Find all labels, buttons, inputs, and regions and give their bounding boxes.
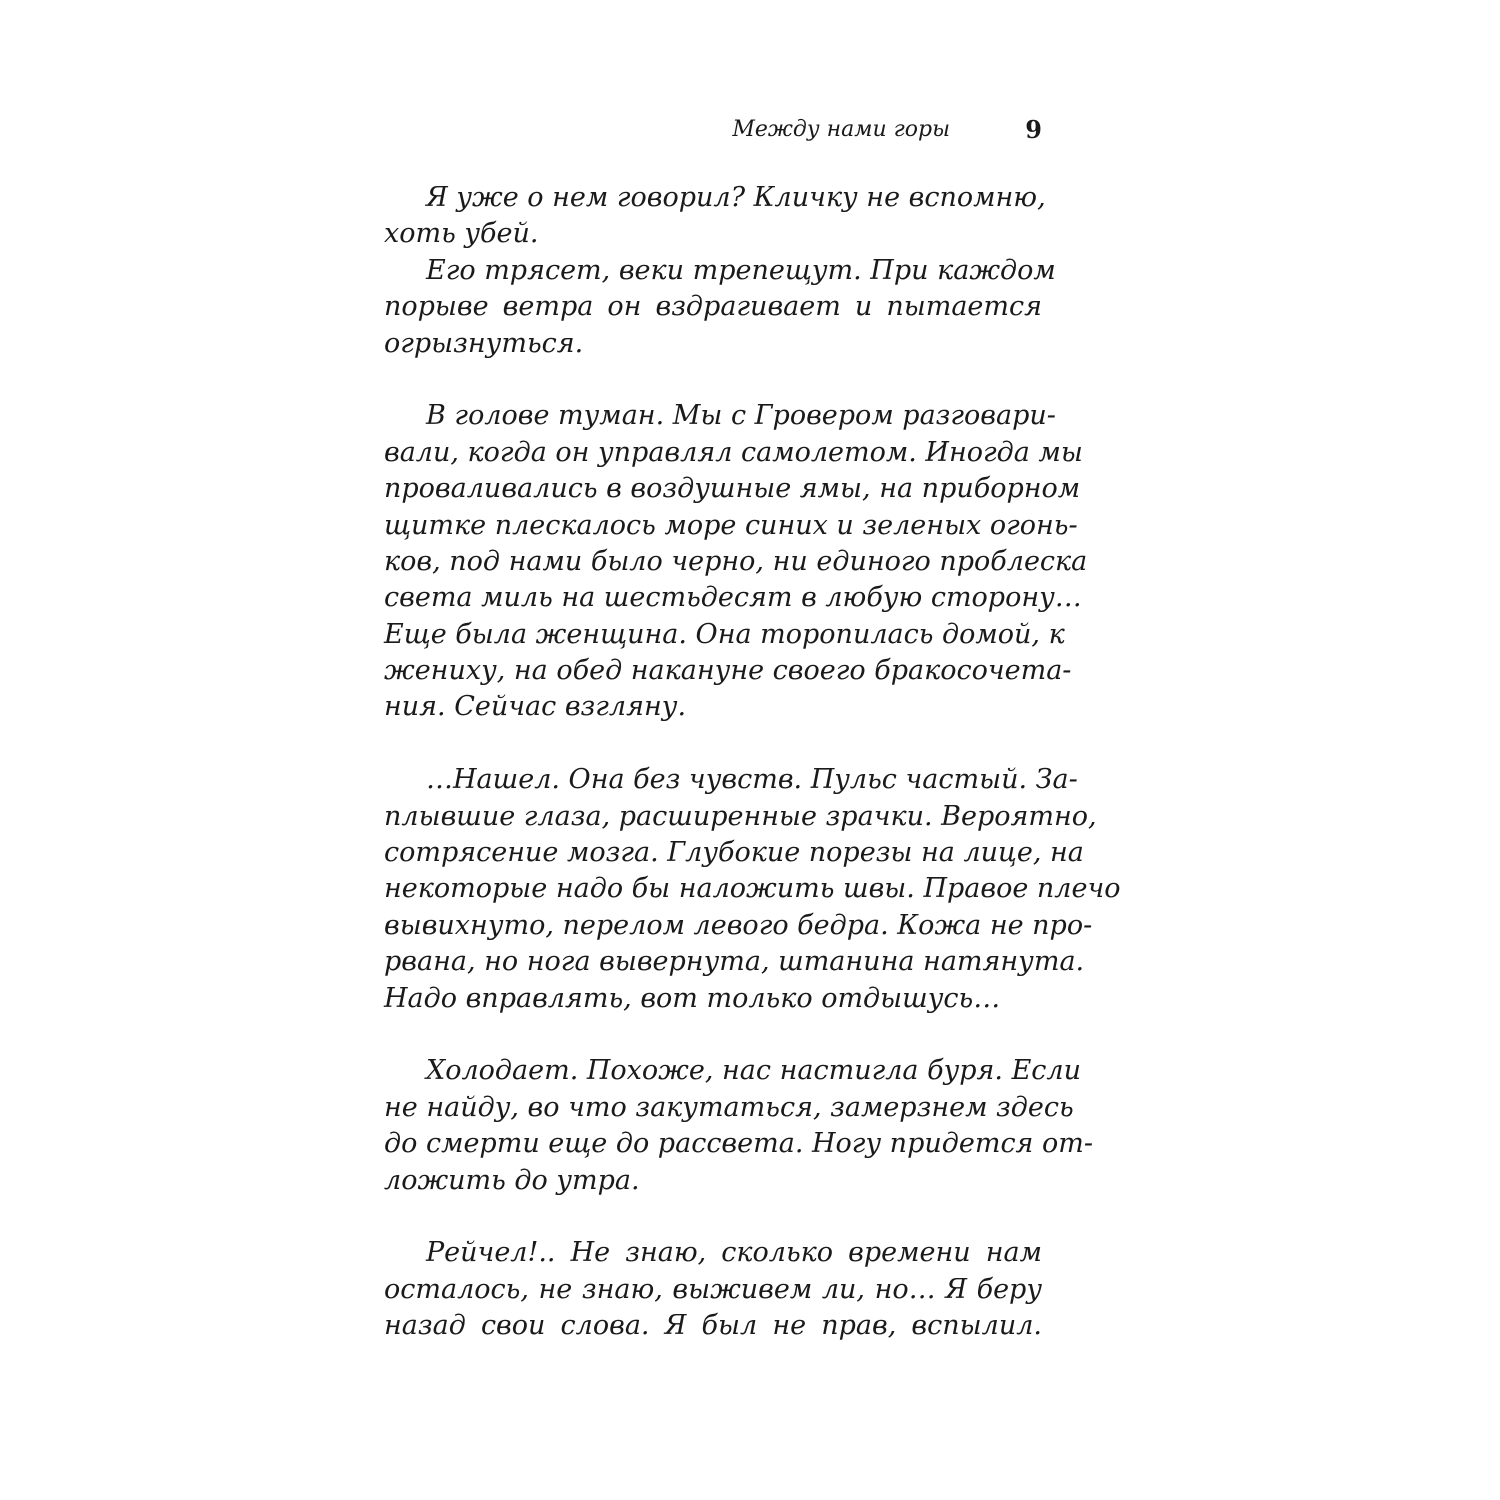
text-line: Его трясет, веки трепещут. При каждом bbox=[426, 254, 1056, 286]
text-line: щитке плескалось море синих и зеленых огонь- bbox=[384, 509, 1078, 541]
text-line: В голове туман. Мы с Гровером разговари- bbox=[426, 400, 1056, 432]
text-line: жениху, на обед накануне своего бракосочета- bbox=[384, 655, 1072, 687]
text-line: некоторые надо бы наложить швы. Правое плечо bbox=[384, 873, 1121, 905]
page-number: 9 bbox=[1025, 115, 1042, 144]
text-line: хоть убей. bbox=[384, 218, 539, 250]
text-line: плывшие глаза, расширенные зрачки. Вероятно, bbox=[384, 800, 1097, 832]
text-line: Холодает. Похоже, нас настигла буря. Если bbox=[426, 1055, 1081, 1087]
running-header bbox=[384, 112, 1042, 148]
text-line: ния. Сейчас взгляну. bbox=[384, 691, 687, 723]
body-text bbox=[384, 180, 1121, 1345]
text-line: назад свои слова. Я был не прав, вспылил. bbox=[384, 1310, 1042, 1342]
text-line: вывихнуто, перелом левого бедра. Кожа не про- bbox=[384, 909, 1093, 941]
text-line: Надо вправлять, вот только отдышусь… bbox=[384, 982, 1001, 1014]
running-title: Между нами горы bbox=[732, 117, 950, 142]
text-line: света миль на шестьдесят в любую сторону… bbox=[384, 582, 1082, 614]
text-line: рвана, но нога вывернута, штанина натянута. bbox=[384, 946, 1085, 978]
text-line: ков, под нами было черно, ни единого проблеска bbox=[384, 545, 1088, 577]
text-line: до смерти еще до рассвета. Ногу придется от- bbox=[384, 1128, 1094, 1160]
paragraph-gap bbox=[384, 726, 1042, 762]
text-line: Рейчел!.. Не знаю, сколько времени нам bbox=[426, 1237, 1042, 1269]
text-line: порыве ветра он вздрагивает и пытается bbox=[384, 291, 1042, 323]
text-line: Я уже о нем говорил? Кличку не вспомню, bbox=[426, 182, 1046, 213]
text-line: Еще была женщина. Она торопилась домой, к bbox=[384, 618, 1065, 650]
paragraph-gap bbox=[384, 362, 1042, 398]
text-line: сотрясение мозга. Глубокие порезы на лице, на bbox=[384, 837, 1084, 869]
text-line: вали, когда он управлял самолетом. Иногда мы bbox=[384, 436, 1083, 468]
text-line: огрызнуться. bbox=[384, 327, 584, 359]
text-line: проваливались в воздушные ямы, на приборном bbox=[384, 473, 1081, 505]
text-line: …Нашел. Она без чувств. Пульс частый. За- bbox=[426, 764, 1078, 796]
paragraph-gap bbox=[384, 1199, 1042, 1235]
text-line: не найду, во что закутаться, замерзнем здесь bbox=[384, 1091, 1074, 1123]
text-line: ложить до утра. bbox=[384, 1164, 640, 1196]
text-line: осталось, не знаю, выживем ли, но… Я беру bbox=[384, 1273, 1042, 1305]
paragraph-gap bbox=[384, 1017, 1042, 1053]
